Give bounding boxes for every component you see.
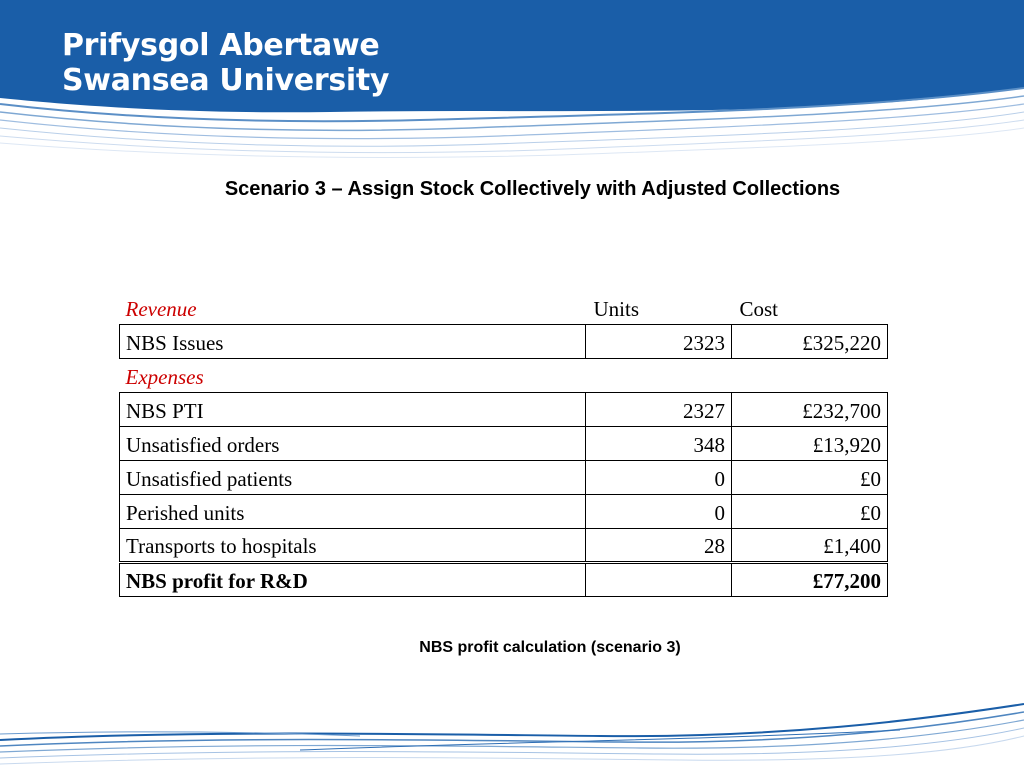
table-row bbox=[120, 324, 888, 358]
units-cell: 2323 bbox=[586, 324, 732, 358]
table-header-row bbox=[120, 290, 888, 324]
item-cell: Unsatisfied patients bbox=[120, 460, 586, 494]
university-logo-text bbox=[62, 28, 389, 98]
units-header: Units bbox=[593, 296, 640, 321]
item-cell: Unsatisfied orders bbox=[120, 426, 586, 460]
table-row bbox=[120, 494, 888, 528]
units-cell: 0 bbox=[586, 494, 732, 528]
slide-title: Scenario 3 – Assign Stock Collectively with Adjusted Collections bbox=[224, 178, 841, 200]
item-cell: NBS PTI bbox=[120, 392, 586, 426]
cost-cell: £0 bbox=[732, 494, 888, 528]
total-cost-cell: £77,200 bbox=[732, 562, 888, 596]
item-cell: Perished units bbox=[120, 494, 586, 528]
footer-wave-graphic bbox=[0, 690, 1024, 768]
item-cell: Transports to hospitals bbox=[120, 528, 586, 562]
cost-cell: £13,920 bbox=[732, 426, 888, 460]
table-caption: NBS profit calculation (scenario 3) bbox=[419, 639, 681, 656]
revenue-label: Revenue bbox=[125, 296, 197, 321]
expenses-label: Expenses bbox=[125, 364, 204, 389]
profit-table bbox=[119, 290, 888, 597]
table-row bbox=[120, 460, 888, 494]
expenses-label-row bbox=[120, 358, 888, 392]
table-row bbox=[120, 426, 888, 460]
total-units-cell bbox=[586, 562, 732, 596]
cost-cell: £0 bbox=[732, 460, 888, 494]
units-cell: 0 bbox=[586, 460, 732, 494]
total-item-cell: NBS profit for R&D bbox=[120, 562, 586, 596]
table-row bbox=[120, 392, 888, 426]
cost-cell: £325,220 bbox=[732, 324, 888, 358]
brand-line-english: Swansea University bbox=[62, 63, 390, 98]
cost-header: Cost bbox=[739, 296, 779, 321]
cost-cell: £232,700 bbox=[732, 392, 888, 426]
brand-line-welsh: Prifysgol Abertawe bbox=[62, 28, 380, 63]
university-header bbox=[0, 0, 1024, 160]
item-cell: NBS Issues bbox=[120, 324, 586, 358]
total-row bbox=[120, 562, 888, 596]
units-cell: 348 bbox=[586, 426, 732, 460]
units-cell: 2327 bbox=[586, 392, 732, 426]
cost-cell: £1,400 bbox=[732, 528, 888, 562]
units-cell: 28 bbox=[586, 528, 732, 562]
table-row bbox=[120, 528, 888, 562]
